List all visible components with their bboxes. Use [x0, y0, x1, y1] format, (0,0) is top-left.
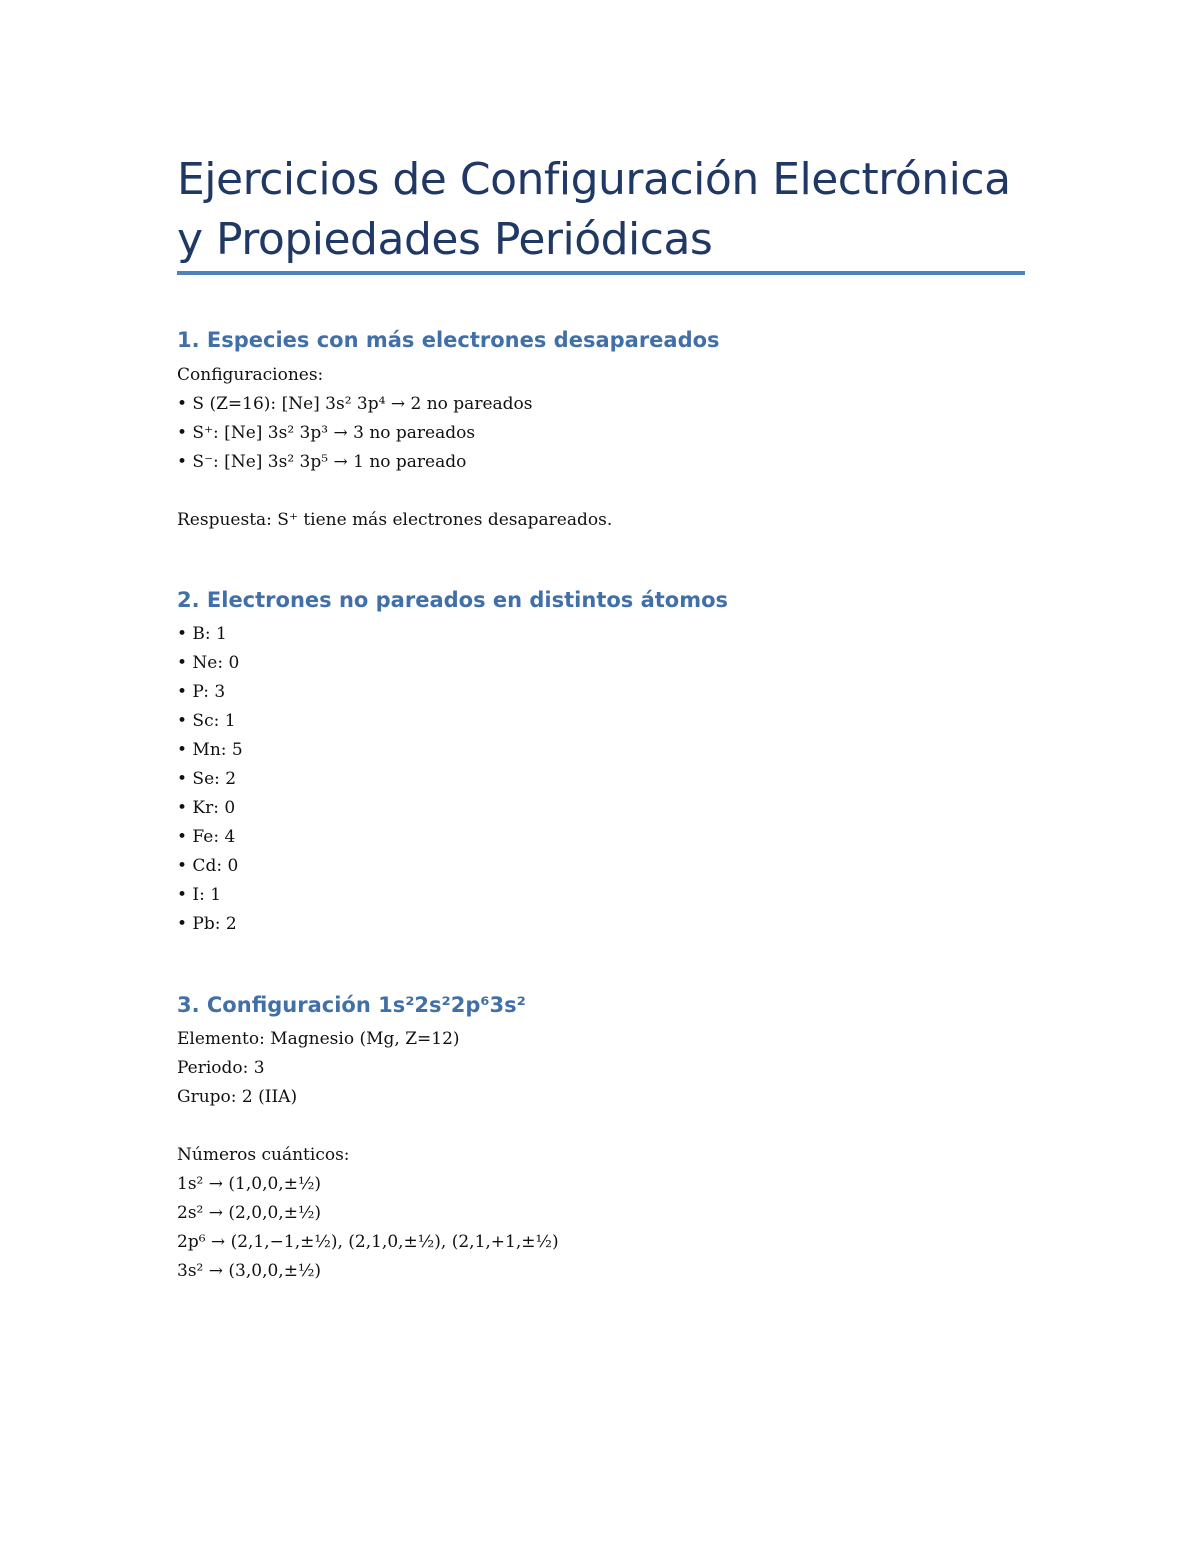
section-1-answer: Respuesta: S⁺ tiene más electrones desapareados.: [177, 510, 613, 530]
blank-line: [177, 1112, 559, 1141]
list-item: • S⁺: [Ne] 3s² 3p³ → 3 no pareados: [177, 423, 476, 443]
list-item: • I: 1: [177, 885, 222, 905]
title-underline: [177, 271, 1025, 275]
quantum-numbers-label: Números cuánticos:: [177, 1145, 350, 1165]
section-1-body: [177, 361, 612, 535]
list-item: • S (Z=16): [Ne] 3s² 3p⁴ → 2 no pareados: [177, 394, 533, 414]
quantum-line: 3s² → (3,0,0,±½): [177, 1261, 322, 1281]
list-item: • Se: 2: [177, 769, 237, 789]
group-line: Grupo: 2 (IIA): [177, 1087, 298, 1107]
list-item: • Mn: 5: [177, 740, 243, 760]
section-3-heading: 3. Configuración 1s²2s²2p⁶3s²: [177, 993, 526, 1017]
list-item: • S⁻: [Ne] 3s² 3p⁵ → 1 no pareado: [177, 452, 467, 472]
section-2-list: [177, 620, 243, 939]
document-title: [177, 150, 1025, 270]
list-item: • Pb: 2: [177, 914, 237, 934]
list-item: • Sc: 1: [177, 711, 236, 731]
list-item: • Ne: 0: [177, 653, 240, 673]
list-item: • B: 1: [177, 624, 227, 644]
section-1-heading: 1. Especies con más electrones desapareados: [177, 328, 720, 352]
blank-line: [177, 477, 612, 506]
title-line-1: Ejercicios de Configuración Electrónica: [177, 154, 1011, 205]
title-line-2: y Propiedades Periódicas: [177, 214, 713, 265]
list-item: • Fe: 4: [177, 827, 236, 847]
quantum-line: 2s² → (2,0,0,±½): [177, 1203, 322, 1223]
quantum-line: 2p⁶ → (2,1,−1,±½), (2,1,0,±½), (2,1,+1,±½): [177, 1232, 559, 1252]
section-3-body: [177, 1025, 559, 1286]
list-item: • P: 3: [177, 682, 226, 702]
period-line: Periodo: 3: [177, 1058, 265, 1078]
list-item: • Kr: 0: [177, 798, 236, 818]
element-line: Elemento: Magnesio (Mg, Z=12): [177, 1029, 460, 1049]
quantum-line: 1s² → (1,0,0,±½): [177, 1174, 322, 1194]
section-1-intro: Configuraciones:: [177, 365, 324, 385]
section-2-heading: 2. Electrones no pareados en distintos átomos: [177, 588, 729, 612]
list-item: • Cd: 0: [177, 856, 239, 876]
